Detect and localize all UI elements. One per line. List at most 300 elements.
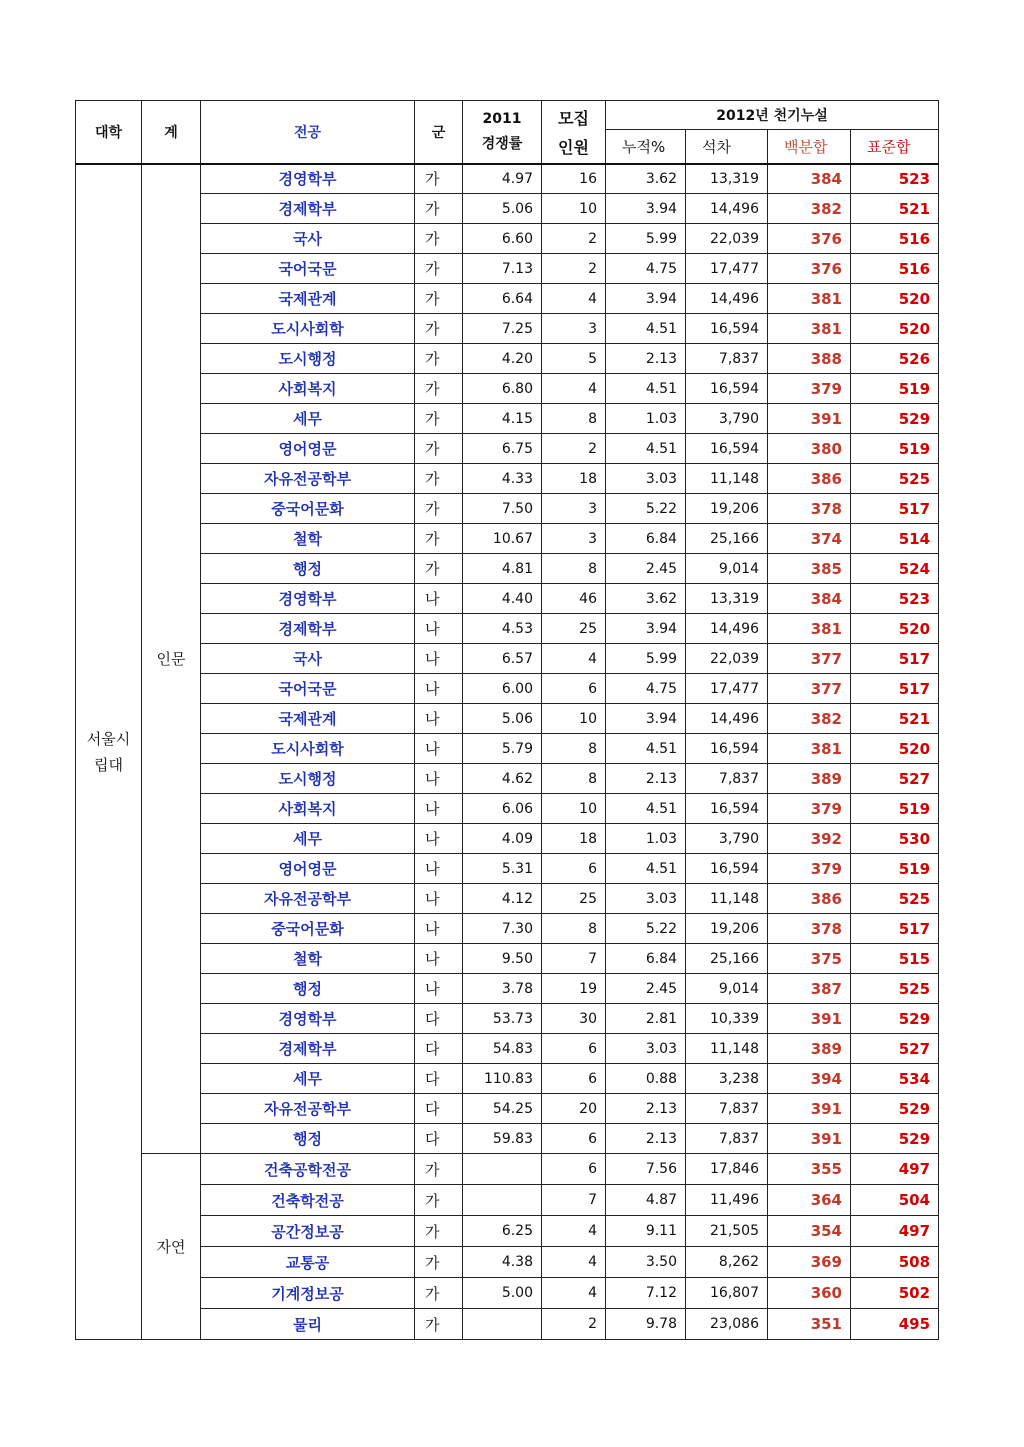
standard-sum-cell: 516 — [851, 224, 939, 254]
table-row — [76, 944, 939, 974]
cumulative-pct-cell: 3.03 — [606, 464, 686, 494]
group-cell: 나 — [415, 734, 463, 764]
table-row — [76, 1309, 939, 1340]
rate-cell: 4.81 — [463, 554, 542, 584]
percentile-sum-cell: 385 — [768, 554, 851, 584]
quota-cell: 6 — [542, 1154, 606, 1185]
rate-cell: 5.79 — [463, 734, 542, 764]
cumulative-pct-cell: 0.88 — [606, 1064, 686, 1094]
table-row — [76, 494, 939, 524]
standard-sum-cell: 517 — [851, 644, 939, 674]
university-cell — [76, 164, 142, 1340]
percentile-sum-cell: 381 — [768, 614, 851, 644]
percentile-sum-cell: 394 — [768, 1064, 851, 1094]
rank-cell: 9,014 — [686, 554, 768, 584]
group-cell: 다 — [415, 1094, 463, 1124]
rank-cell: 25,166 — [686, 524, 768, 554]
group-cell: 나 — [415, 764, 463, 794]
percentile-sum-cell: 384 — [768, 164, 851, 194]
quota-cell: 5 — [542, 344, 606, 374]
standard-sum-cell: 525 — [851, 464, 939, 494]
group-cell: 가 — [415, 1247, 463, 1278]
table-row — [76, 854, 939, 884]
header-cumulative-title: 2012년 천기누설 — [606, 101, 939, 130]
major-cell: 경영학부 — [201, 584, 415, 614]
percentile-sum-cell: 376 — [768, 254, 851, 284]
rank-cell: 13,319 — [686, 164, 768, 194]
quota-cell: 18 — [542, 464, 606, 494]
group-cell: 가 — [415, 374, 463, 404]
major-cell: 사회복지 — [201, 374, 415, 404]
group-cell: 가 — [415, 284, 463, 314]
major-cell: 철학 — [201, 944, 415, 974]
group-cell: 나 — [415, 644, 463, 674]
header-quota — [542, 101, 606, 164]
rank-cell: 11,148 — [686, 1034, 768, 1064]
percentile-sum-cell: 375 — [768, 944, 851, 974]
major-cell: 중국어문화 — [201, 914, 415, 944]
rank-cell: 21,505 — [686, 1216, 768, 1247]
percentile-sum-cell: 354 — [768, 1216, 851, 1247]
group-cell: 가 — [415, 1278, 463, 1309]
rank-cell: 11,148 — [686, 464, 768, 494]
table-header — [76, 101, 939, 164]
cumulative-pct-cell: 4.51 — [606, 734, 686, 764]
major-cell: 건축공학전공 — [201, 1154, 415, 1185]
cumulative-pct-cell: 3.94 — [606, 704, 686, 734]
percentile-sum-cell: 377 — [768, 674, 851, 704]
cumulative-pct-cell: 3.62 — [606, 584, 686, 614]
percentile-sum-cell: 378 — [768, 914, 851, 944]
header-university: 대학 — [76, 101, 142, 164]
quota-cell: 8 — [542, 554, 606, 584]
standard-sum-cell: 521 — [851, 704, 939, 734]
quota-cell: 25 — [542, 884, 606, 914]
group-cell: 가 — [415, 254, 463, 284]
group-cell: 가 — [415, 554, 463, 584]
standard-sum-cell: 527 — [851, 1034, 939, 1064]
rate-cell: 6.06 — [463, 794, 542, 824]
table-row — [76, 974, 939, 1004]
table-row — [76, 1034, 939, 1064]
percentile-sum-cell: 386 — [768, 884, 851, 914]
track-cell: 자연 — [142, 1154, 201, 1340]
cumulative-pct-cell: 6.84 — [606, 944, 686, 974]
percentile-sum-cell: 382 — [768, 704, 851, 734]
cumulative-pct-cell: 3.03 — [606, 1034, 686, 1064]
standard-sum-cell: 534 — [851, 1064, 939, 1094]
major-cell: 세무 — [201, 824, 415, 854]
quota-cell: 6 — [542, 1034, 606, 1064]
standard-sum-cell: 495 — [851, 1309, 939, 1340]
rank-cell: 14,496 — [686, 704, 768, 734]
rate-cell: 4.15 — [463, 404, 542, 434]
group-cell: 다 — [415, 1034, 463, 1064]
standard-sum-cell: 497 — [851, 1216, 939, 1247]
cumulative-pct-cell: 1.03 — [606, 824, 686, 854]
group-cell: 나 — [415, 674, 463, 704]
table-row — [76, 434, 939, 464]
rank-cell: 7,837 — [686, 764, 768, 794]
standard-sum-cell: 519 — [851, 854, 939, 884]
rank-cell: 19,206 — [686, 914, 768, 944]
cumulative-pct-cell: 2.13 — [606, 1124, 686, 1154]
quota-cell: 2 — [542, 254, 606, 284]
percentile-sum-cell: 360 — [768, 1278, 851, 1309]
standard-sum-cell: 516 — [851, 254, 939, 284]
group-cell: 나 — [415, 944, 463, 974]
rank-cell: 14,496 — [686, 194, 768, 224]
quota-cell: 10 — [542, 194, 606, 224]
standard-sum-cell: 529 — [851, 1124, 939, 1154]
rank-cell: 17,477 — [686, 254, 768, 284]
header-percentile-sum: 백분합 — [768, 130, 851, 164]
rank-cell: 7,837 — [686, 344, 768, 374]
group-cell: 나 — [415, 824, 463, 854]
major-cell: 경영학부 — [201, 164, 415, 194]
track-cell: 인문 — [142, 164, 201, 1154]
table-row — [76, 284, 939, 314]
cumulative-pct-cell: 2.45 — [606, 974, 686, 1004]
quota-cell: 25 — [542, 614, 606, 644]
group-cell: 나 — [415, 704, 463, 734]
standard-sum-cell: 521 — [851, 194, 939, 224]
table-row — [76, 254, 939, 284]
percentile-sum-cell: 379 — [768, 854, 851, 884]
major-cell: 공간정보공 — [201, 1216, 415, 1247]
quota-cell: 6 — [542, 1124, 606, 1154]
header-rate — [463, 101, 542, 164]
major-cell: 도시행정 — [201, 344, 415, 374]
rank-cell: 17,846 — [686, 1154, 768, 1185]
rate-cell: 7.25 — [463, 314, 542, 344]
quota-cell: 6 — [542, 854, 606, 884]
table-row — [76, 584, 939, 614]
rate-cell: 4.38 — [463, 1247, 542, 1278]
percentile-sum-cell: 386 — [768, 464, 851, 494]
quota-cell: 4 — [542, 1278, 606, 1309]
major-cell: 사회복지 — [201, 794, 415, 824]
header-rate-year: 2011 — [482, 110, 522, 127]
table-row — [76, 704, 939, 734]
cumulative-pct-cell: 1.03 — [606, 404, 686, 434]
rate-cell: 4.62 — [463, 764, 542, 794]
header-quota-line2: 인원 — [558, 137, 589, 157]
group-cell: 가 — [415, 434, 463, 464]
major-cell: 자유전공학부 — [201, 464, 415, 494]
major-cell: 도시사회학 — [201, 734, 415, 764]
cumulative-pct-cell: 3.50 — [606, 1247, 686, 1278]
cumulative-pct-cell: 9.78 — [606, 1309, 686, 1340]
major-cell: 경제학부 — [201, 1034, 415, 1064]
table-row — [76, 404, 939, 434]
table-row — [76, 824, 939, 854]
percentile-sum-cell: 384 — [768, 584, 851, 614]
rate-cell: 4.33 — [463, 464, 542, 494]
major-cell: 국사 — [201, 224, 415, 254]
standard-sum-cell: 523 — [851, 164, 939, 194]
group-cell: 나 — [415, 854, 463, 884]
table-body — [76, 164, 939, 1340]
standard-sum-cell: 520 — [851, 314, 939, 344]
rate-cell: 4.97 — [463, 164, 542, 194]
quota-cell: 18 — [542, 824, 606, 854]
standard-sum-cell: 525 — [851, 974, 939, 1004]
cumulative-pct-cell: 7.12 — [606, 1278, 686, 1309]
table-row — [76, 164, 939, 194]
rank-cell: 14,496 — [686, 614, 768, 644]
cumulative-pct-cell: 4.51 — [606, 374, 686, 404]
rate-cell: 6.57 — [463, 644, 542, 674]
percentile-sum-cell: 392 — [768, 824, 851, 854]
table-row — [76, 1124, 939, 1154]
major-cell: 경제학부 — [201, 194, 415, 224]
rank-cell: 23,086 — [686, 1309, 768, 1340]
major-cell: 국제관계 — [201, 704, 415, 734]
percentile-sum-cell: 389 — [768, 1034, 851, 1064]
quota-cell: 8 — [542, 734, 606, 764]
header-quota-line1: 모집 — [558, 108, 589, 128]
standard-sum-cell: 524 — [851, 554, 939, 584]
major-cell: 국제관계 — [201, 284, 415, 314]
quota-cell: 10 — [542, 704, 606, 734]
quota-cell: 2 — [542, 224, 606, 254]
percentile-sum-cell: 381 — [768, 314, 851, 344]
rank-cell: 22,039 — [686, 644, 768, 674]
rank-cell: 3,790 — [686, 404, 768, 434]
rate-cell — [463, 1185, 542, 1216]
standard-sum-cell: 530 — [851, 824, 939, 854]
standard-sum-cell: 515 — [851, 944, 939, 974]
group-cell: 다 — [415, 1004, 463, 1034]
group-cell: 가 — [415, 224, 463, 254]
percentile-sum-cell: 355 — [768, 1154, 851, 1185]
rank-cell: 16,594 — [686, 434, 768, 464]
cumulative-pct-cell: 4.51 — [606, 314, 686, 344]
rank-cell: 16,594 — [686, 734, 768, 764]
major-cell: 자유전공학부 — [201, 1094, 415, 1124]
percentile-sum-cell: 374 — [768, 524, 851, 554]
standard-sum-cell: 523 — [851, 584, 939, 614]
major-cell: 건축학전공 — [201, 1185, 415, 1216]
group-cell: 가 — [415, 404, 463, 434]
percentile-sum-cell: 378 — [768, 494, 851, 524]
table-row — [76, 224, 939, 254]
cumulative-pct-cell: 4.51 — [606, 434, 686, 464]
rate-cell — [463, 1154, 542, 1185]
table-row — [76, 1185, 939, 1216]
quota-cell: 4 — [542, 284, 606, 314]
percentile-sum-cell: 388 — [768, 344, 851, 374]
rate-cell: 4.40 — [463, 584, 542, 614]
cumulative-pct-cell: 2.13 — [606, 764, 686, 794]
table-row — [76, 734, 939, 764]
table-row — [76, 344, 939, 374]
quota-cell: 16 — [542, 164, 606, 194]
cumulative-pct-cell: 2.81 — [606, 1004, 686, 1034]
major-cell: 세무 — [201, 404, 415, 434]
standard-sum-cell: 520 — [851, 734, 939, 764]
percentile-sum-cell: 389 — [768, 764, 851, 794]
major-cell: 중국어문화 — [201, 494, 415, 524]
rate-cell: 5.06 — [463, 704, 542, 734]
quota-cell: 6 — [542, 1064, 606, 1094]
major-cell: 영어영문 — [201, 854, 415, 884]
rank-cell: 16,594 — [686, 374, 768, 404]
quota-cell: 3 — [542, 314, 606, 344]
major-cell: 기계정보공 — [201, 1278, 415, 1309]
table-row — [76, 374, 939, 404]
table-row — [76, 1278, 939, 1309]
group-cell: 가 — [415, 1216, 463, 1247]
rank-cell: 25,166 — [686, 944, 768, 974]
header-group: 군 — [415, 101, 463, 164]
quota-cell: 4 — [542, 1216, 606, 1247]
table-row — [76, 554, 939, 584]
rate-cell: 9.50 — [463, 944, 542, 974]
rate-cell: 5.31 — [463, 854, 542, 884]
cumulative-pct-cell: 3.94 — [606, 194, 686, 224]
standard-sum-cell: 529 — [851, 1094, 939, 1124]
table-row — [76, 644, 939, 674]
group-cell: 가 — [415, 1309, 463, 1340]
cumulative-pct-cell: 2.13 — [606, 1094, 686, 1124]
cumulative-pct-cell: 4.51 — [606, 854, 686, 884]
group-cell: 나 — [415, 614, 463, 644]
quota-cell: 3 — [542, 524, 606, 554]
percentile-sum-cell: 351 — [768, 1309, 851, 1340]
group-cell: 가 — [415, 1185, 463, 1216]
standard-sum-cell: 527 — [851, 764, 939, 794]
rate-cell: 10.67 — [463, 524, 542, 554]
standard-sum-cell: 519 — [851, 374, 939, 404]
cumulative-pct-cell: 3.94 — [606, 614, 686, 644]
standard-sum-cell: 529 — [851, 404, 939, 434]
quota-cell: 2 — [542, 434, 606, 464]
rate-cell: 53.73 — [463, 1004, 542, 1034]
group-cell: 다 — [415, 1064, 463, 1094]
major-cell: 교통공 — [201, 1247, 415, 1278]
major-cell: 행정 — [201, 1124, 415, 1154]
table-row — [76, 1216, 939, 1247]
cumulative-pct-cell: 4.75 — [606, 254, 686, 284]
cumulative-pct-cell: 5.22 — [606, 914, 686, 944]
percentile-sum-cell: 364 — [768, 1185, 851, 1216]
cumulative-pct-cell: 5.99 — [606, 644, 686, 674]
rank-cell: 19,206 — [686, 494, 768, 524]
quota-cell: 8 — [542, 764, 606, 794]
percentile-sum-cell: 391 — [768, 1124, 851, 1154]
major-cell: 철학 — [201, 524, 415, 554]
table-row — [76, 764, 939, 794]
rate-cell: 7.13 — [463, 254, 542, 284]
standard-sum-cell: 497 — [851, 1154, 939, 1185]
quota-cell: 2 — [542, 1309, 606, 1340]
rate-cell — [463, 1309, 542, 1340]
quota-cell: 4 — [542, 644, 606, 674]
standard-sum-cell: 502 — [851, 1278, 939, 1309]
standard-sum-cell: 517 — [851, 914, 939, 944]
standard-sum-cell: 519 — [851, 794, 939, 824]
rate-cell: 3.78 — [463, 974, 542, 1004]
group-cell: 가 — [415, 1154, 463, 1185]
table-row — [76, 1094, 939, 1124]
cumulative-pct-cell: 5.99 — [606, 224, 686, 254]
rate-cell: 6.80 — [463, 374, 542, 404]
rate-cell: 110.83 — [463, 1064, 542, 1094]
major-cell: 경영학부 — [201, 1004, 415, 1034]
rank-cell: 22,039 — [686, 224, 768, 254]
rank-cell: 3,238 — [686, 1064, 768, 1094]
header-standard-sum: 표준합 — [851, 130, 939, 164]
table-row — [76, 794, 939, 824]
table-row — [76, 614, 939, 644]
header-track: 계 — [142, 101, 201, 164]
table-row — [76, 314, 939, 344]
rank-cell: 16,807 — [686, 1278, 768, 1309]
quota-cell: 20 — [542, 1094, 606, 1124]
rate-cell: 59.83 — [463, 1124, 542, 1154]
major-cell: 국어국문 — [201, 674, 415, 704]
rank-cell: 7,837 — [686, 1124, 768, 1154]
rate-cell: 4.12 — [463, 884, 542, 914]
quota-cell: 7 — [542, 944, 606, 974]
percentile-sum-cell: 382 — [768, 194, 851, 224]
rate-cell: 5.06 — [463, 194, 542, 224]
rank-cell: 11,148 — [686, 884, 768, 914]
rank-cell: 16,594 — [686, 854, 768, 884]
major-cell: 도시사회학 — [201, 314, 415, 344]
percentile-sum-cell: 376 — [768, 224, 851, 254]
group-cell: 가 — [415, 494, 463, 524]
group-cell: 다 — [415, 1124, 463, 1154]
rate-cell: 6.25 — [463, 1216, 542, 1247]
group-cell: 나 — [415, 884, 463, 914]
standard-sum-cell: 514 — [851, 524, 939, 554]
header-rank: 석차 — [686, 130, 768, 164]
cumulative-pct-cell: 2.13 — [606, 344, 686, 374]
rank-cell: 11,496 — [686, 1185, 768, 1216]
rank-cell: 16,594 — [686, 794, 768, 824]
cumulative-pct-cell: 2.45 — [606, 554, 686, 584]
standard-sum-cell: 529 — [851, 1004, 939, 1034]
quota-cell: 19 — [542, 974, 606, 1004]
group-cell: 가 — [415, 524, 463, 554]
rank-cell: 14,496 — [686, 284, 768, 314]
rate-cell: 5.00 — [463, 1278, 542, 1309]
rank-cell: 13,319 — [686, 584, 768, 614]
rate-cell: 54.83 — [463, 1034, 542, 1064]
table-row — [76, 914, 939, 944]
standard-sum-cell: 517 — [851, 674, 939, 704]
cumulative-pct-cell: 6.84 — [606, 524, 686, 554]
rate-cell: 6.60 — [463, 224, 542, 254]
rate-cell: 4.53 — [463, 614, 542, 644]
header-major: 전공 — [201, 101, 415, 164]
percentile-sum-cell: 381 — [768, 734, 851, 764]
header-rate-label: 경쟁률 — [481, 135, 523, 152]
table-row — [76, 464, 939, 494]
major-cell: 자유전공학부 — [201, 884, 415, 914]
cumulative-pct-cell: 9.11 — [606, 1216, 686, 1247]
rate-cell: 6.75 — [463, 434, 542, 464]
major-cell: 영어영문 — [201, 434, 415, 464]
group-cell: 가 — [415, 314, 463, 344]
rank-cell: 9,014 — [686, 974, 768, 1004]
percentile-sum-cell: 369 — [768, 1247, 851, 1278]
cumulative-pct-cell: 3.03 — [606, 884, 686, 914]
table-row — [76, 884, 939, 914]
